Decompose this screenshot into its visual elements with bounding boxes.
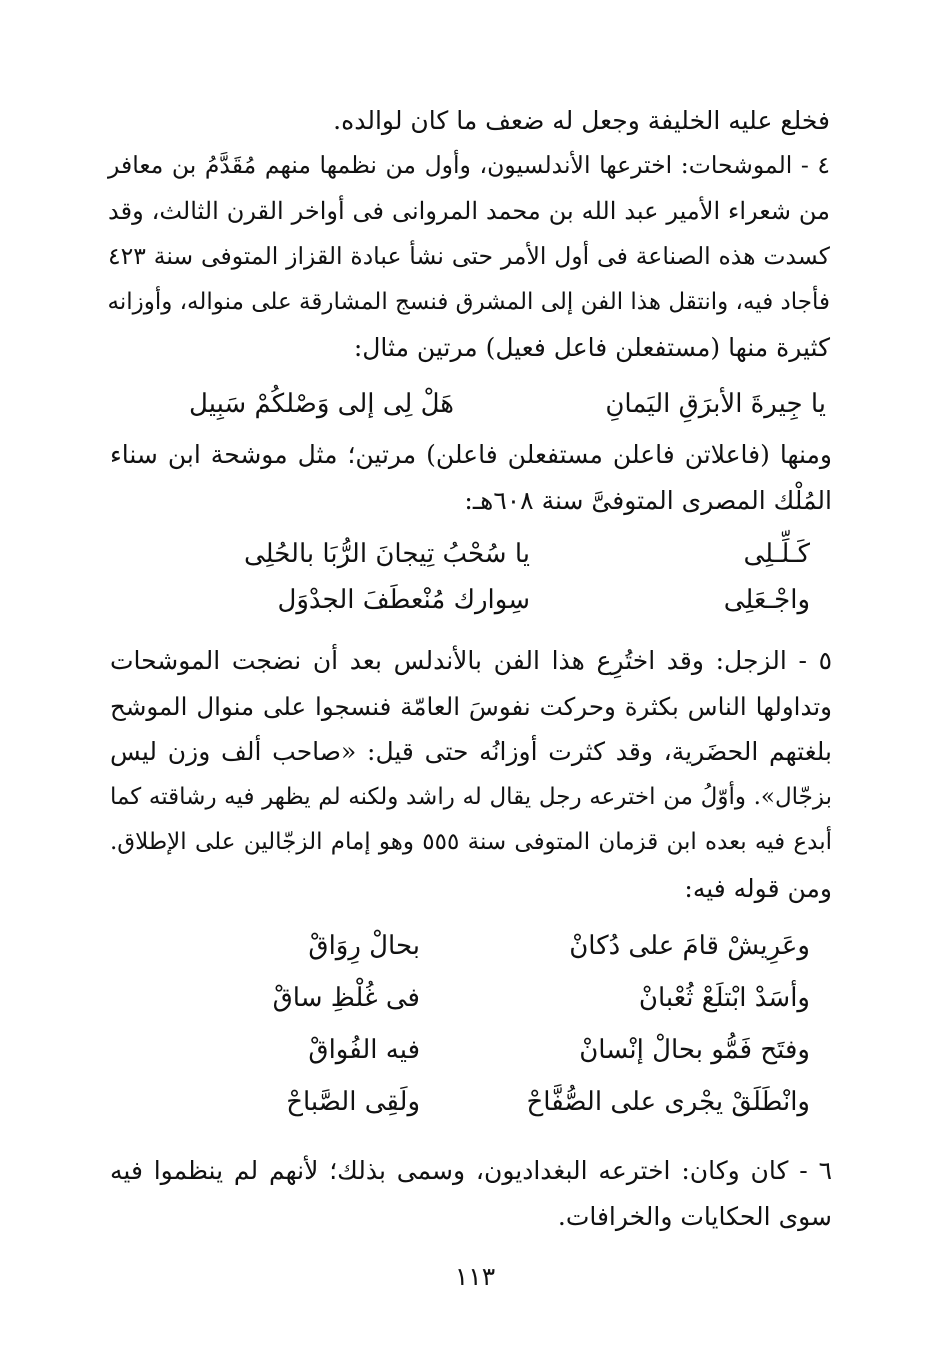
paragraph-intro (110, 98, 830, 144)
verse-hemistich-left: هَلْ لِى إلى وَصْلكُمْ سَبِيل (189, 389, 454, 419)
verse-hemistich-left: يا سُحْبُ تِيجانَ الرُّبَا بالحُلِى (244, 539, 530, 569)
text-line: المُلْك المصرى المتوفىَّ سنة ٦٠٨هـ: (464, 485, 832, 515)
verse-hemistich-right: يا جِيرةَ الأبرَقِ اليَمانِ (605, 389, 826, 419)
verse-line (130, 926, 810, 966)
verse-hemistich-right: كَـلِّـلِى (743, 539, 810, 569)
verse-line (110, 534, 810, 574)
verse-hemistich-right: وأسَدْ ابْتلَعْ ثُعْبانْ (638, 983, 810, 1013)
verse-line (130, 1082, 810, 1122)
text-line: ٦ - كان وكان: اخترعه البغداديون، وسمى بذلك؛ لأنهم لم ينظموا فيه (110, 1156, 832, 1185)
verse-hemistich-left: فيه الفُواقْ (308, 1035, 420, 1065)
verse-hemistich-left: سِوارك مُنْعطَفَ الجدْوَل (277, 585, 530, 615)
page-number: ١١٣ (454, 1262, 496, 1291)
text-line: بلغتهم الحضَرية، وقد كثرت أوزانُه حتى قيل: «صاحب ألف وزن ليس (110, 737, 832, 766)
paragraph-muwashshahat-continued (110, 432, 832, 523)
text-line: كثيرة منها (مستفعلن فاعل فعيل) مرتين مثال: (353, 333, 830, 362)
text-line: ٤ - الموشحات: اخترعها الأندلسيون، وأول من نظمها منهم مُقَدَّمُ بن معافر (108, 151, 830, 179)
verse-hemistich-right: وانْطَلَقْ يجْرى على الصُّفَّاحْ (526, 1087, 810, 1117)
verse-hemistich-left: بحالْ رِوَاقْ (308, 931, 420, 961)
text-line: ومنها (فاعلاتن فاعلن مستفعلن فاعلن) مرتين؛ مثل موشحة ابن سناء (110, 440, 832, 469)
verse-line (130, 1030, 810, 1070)
text-line: من شعراء الأمير عبد الله بن محمد المروانى فى أواخر القرن الثالث، وقد (108, 196, 830, 225)
text-line: كسدت هذه الصناعة فى أول الأمر حتى نشأ عبادة القزاز المتوفى سنة ٤٢٣ (108, 242, 830, 270)
verse-hemistich-left: ولَقِى الصَّباحْ (286, 1087, 420, 1117)
paragraph-kan-wa-kan (110, 1148, 832, 1239)
paragraph-muwashshahat (108, 143, 830, 371)
verse-hemistich-left: فى غُلْظِ ساقْ (272, 983, 420, 1013)
paragraph-zajal (110, 638, 832, 911)
text-line: فخلع عليه الخليفة وجعل له ضعف ما كان لوالده. (333, 106, 830, 135)
verse-hemistich-right: واجْـعَلِى (723, 585, 810, 615)
text-line: أبدع فيه بعده ابن قزمان المتوفى سنة ٥٥٥ وهو إمام الزجّالين على الإطلاق. (110, 829, 832, 855)
verse-line (130, 978, 810, 1018)
text-line: سوى الحكايات والخرافات. (557, 1201, 832, 1231)
text-line: وتداولها الناس بكثرة وحركت نفوسَ العامّة فنسجوا على منوال الموشح (110, 691, 832, 721)
text-line: ومن قوله فيه: (684, 873, 832, 903)
verse-line (114, 384, 826, 424)
verse-hemistich-right: وفتَح فَمُّو بحالْ إنْسانْ (579, 1035, 810, 1065)
verse-hemistich-right: وعَرِيشْ قامَ على دُكانْ (569, 931, 810, 961)
text-line: ٥ - الزجل: وقد اختُرِع هذا الفن بالأندلس بعد أن نضجت الموشحات (110, 646, 832, 675)
verse-line (110, 580, 810, 620)
text-line: بزجّال». وأوّلُ من اخترعه رجل يقال له راشد ولكنه لم يظهر فيه رشاقته كما (110, 783, 832, 810)
text-line: فأجاد فيه، وانتقل هذا الفن إلى المشرق فنسج المشارقة على منواله، وأوزانه (107, 288, 830, 315)
